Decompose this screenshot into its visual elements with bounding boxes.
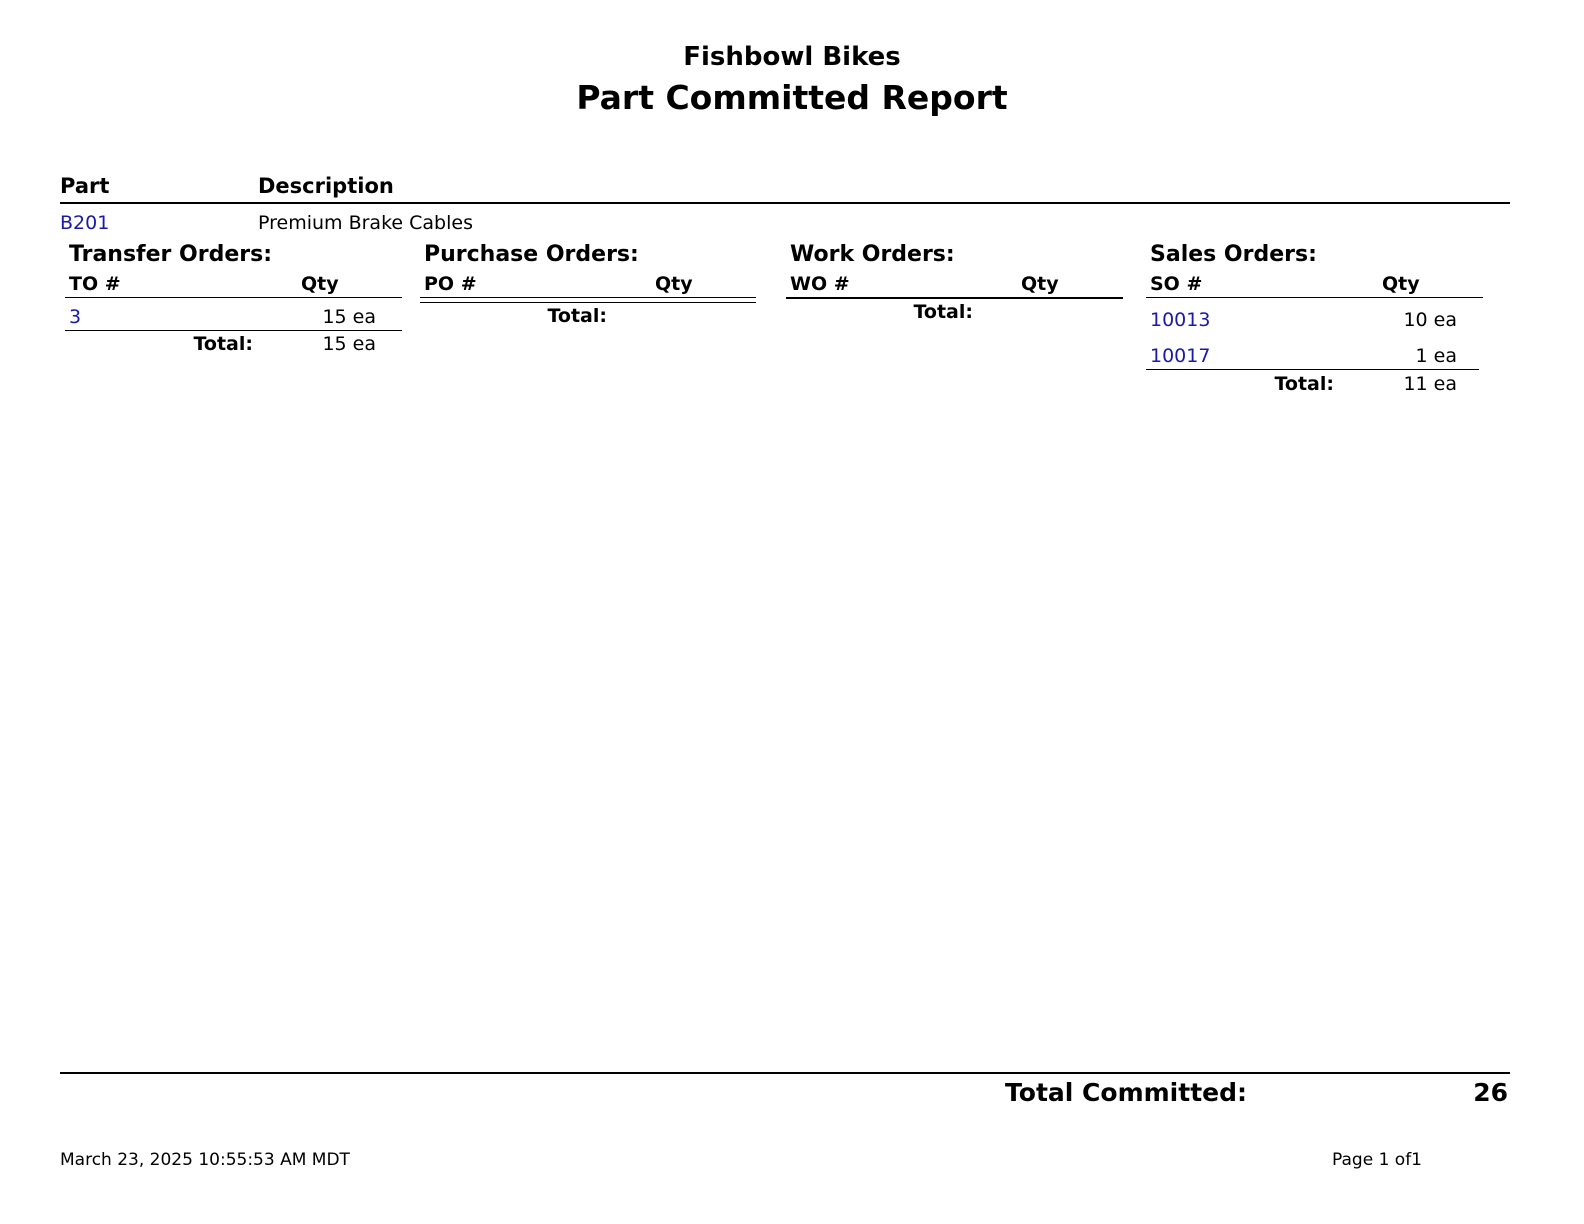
- page-number: Page 1 of1: [1332, 1150, 1422, 1170]
- total-committed-label: Total Committed:: [1005, 1078, 1247, 1107]
- po-number-header: PO #: [424, 273, 477, 295]
- to-row-number-link[interactable]: 3: [69, 306, 82, 328]
- purchase-orders-heading: Purchase Orders:: [424, 242, 639, 267]
- so-total-rule: [1146, 369, 1479, 370]
- wo-header-rule: [786, 297, 1123, 299]
- company-name: Fishbowl Bikes: [683, 42, 901, 72]
- to-number-header: TO #: [69, 273, 121, 295]
- po-header-rule: [420, 297, 756, 298]
- so-total-label: Total:: [1274, 373, 1334, 395]
- to-total-value: 15 ea: [322, 333, 376, 355]
- part-description: Premium Brake Cables: [258, 212, 473, 234]
- wo-number-header: WO #: [790, 273, 850, 295]
- po-qty-header: Qty: [655, 273, 693, 295]
- so-header-rule: [1146, 297, 1483, 298]
- so-number-header: SO #: [1150, 273, 1203, 295]
- description-column-header: Description: [258, 174, 394, 198]
- to-header-rule: [65, 297, 402, 298]
- wo-total-label: Total:: [913, 301, 973, 323]
- work-orders-heading: Work Orders:: [790, 242, 955, 267]
- part-column-header: Part: [60, 174, 110, 198]
- so-qty-header: Qty: [1382, 273, 1420, 295]
- part-number-link[interactable]: B201: [60, 212, 110, 234]
- header-divider: [60, 202, 1510, 204]
- po-total-label: Total:: [547, 305, 607, 327]
- footer-divider: [60, 1072, 1510, 1074]
- transfer-orders-heading: Transfer Orders:: [69, 242, 273, 267]
- to-total-label: Total:: [193, 333, 253, 355]
- so-row-1-number-link[interactable]: 10013: [1150, 309, 1211, 331]
- so-row-2-number-link[interactable]: 10017: [1150, 345, 1211, 367]
- so-row-1-qty: 10 ea: [1403, 309, 1457, 331]
- so-row-2-qty: 1 ea: [1415, 345, 1457, 367]
- total-committed-value: 26: [1473, 1078, 1508, 1107]
- to-row-qty: 15 ea: [322, 306, 376, 328]
- to-total-rule: [65, 330, 402, 331]
- wo-qty-header: Qty: [1021, 273, 1059, 295]
- report-timestamp: March 23, 2025 10:55:53 AM MDT: [60, 1150, 350, 1170]
- so-total-value: 11 ea: [1403, 373, 1457, 395]
- po-total-rule: [420, 302, 756, 303]
- sales-orders-heading: Sales Orders:: [1150, 242, 1317, 267]
- to-qty-header: Qty: [301, 273, 339, 295]
- report-title: Part Committed Report: [576, 78, 1008, 117]
